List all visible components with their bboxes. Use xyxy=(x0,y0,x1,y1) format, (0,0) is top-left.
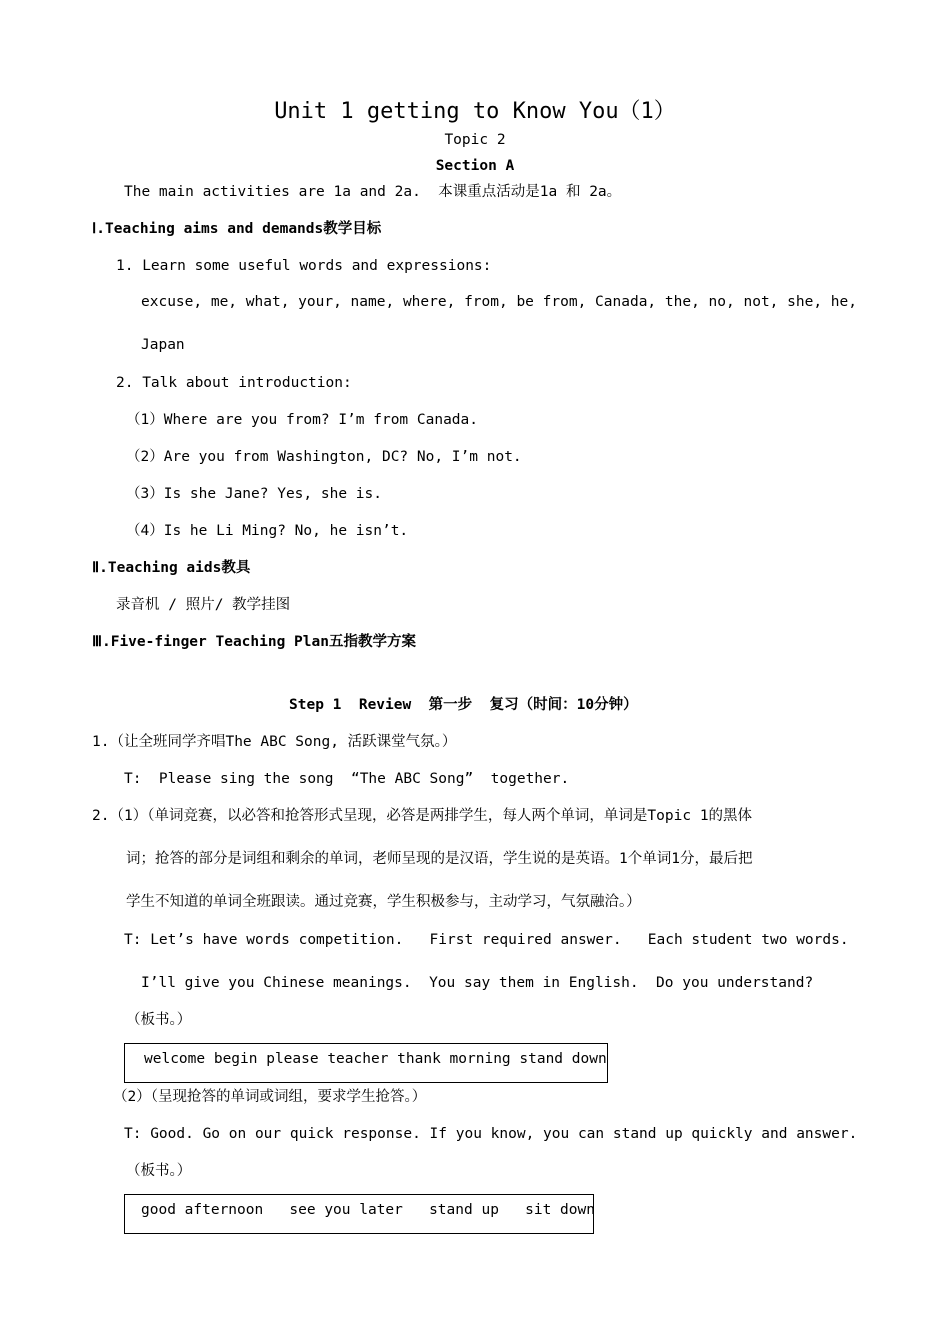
step1-heading: Step 1 Review 第一步 复习（时间：10分钟） xyxy=(289,697,638,713)
word-box-2-text: good afternoon see you later stand up sit down xyxy=(141,1202,595,1218)
board-note-1: （板书。） xyxy=(126,1012,192,1028)
aims-heading: Ⅰ.Teaching aims and demands教学目标 xyxy=(92,221,382,237)
word-box-2 xyxy=(124,1194,594,1234)
section-label: Section A xyxy=(435,158,515,174)
word-box-1-text: welcome begin please teacher thank morning stand down xyxy=(144,1051,607,1067)
page-title: Unit 1 getting to Know You（1） xyxy=(274,99,676,124)
topic-label: Topic 2 xyxy=(444,132,506,148)
sentence-4: （4）Is he Li Ming? No, he isn’t. xyxy=(126,523,409,539)
step1-item-2-teacher-2: I’ll give you Chinese meanings. You say them in English. Do you understand? xyxy=(141,975,814,991)
main-activities: The main activities are 1a and 2a. 本课重点活动是1a 和 2a。 xyxy=(124,184,622,200)
step1-item-1-teacher: T: Please sing the song “The ABC Song” together. xyxy=(124,771,570,787)
board-note-2: （板书。） xyxy=(126,1163,192,1179)
step1-sub-2-teacher: T: Good. Go on our quick response. If you know, you can stand up quickly and answer. xyxy=(124,1126,858,1142)
step1-item-2-line2: 词；抢答的部分是词组和剩余的单词，老师呈现的是汉语，学生说的是英语。1个单词1分，最后把 xyxy=(126,851,753,867)
step1-sub-2: （2）（呈现抢答的单词或词组，要求学生抢答。） xyxy=(113,1089,427,1105)
step1-item-2-line3: 学生不知道的单词全班跟读。通过竞赛，学生积极参与，主动学习，气氛融洽。） xyxy=(126,894,641,910)
vocabulary-list: excuse, me, what, your, name, where, from, be from, Canada, the, no, not, she, he, Japan xyxy=(141,294,857,353)
word-box-1 xyxy=(124,1043,608,1083)
aims-item-1: 1. Learn some useful words and expressions: xyxy=(116,258,492,274)
step1-item-2-line1: 2.（1）（单词竞赛，以必答和抢答形式呈现，必答是两排学生，每人两个单词，单词是Topic 1的黑体 xyxy=(92,808,753,824)
plan-heading: Ⅲ.Five-finger Teaching Plan五指教学方案 xyxy=(92,634,416,650)
step1-item-1: 1.（让全班同学齐唱The ABC Song, 活跃课堂气氛。） xyxy=(92,734,457,750)
sentence-2: （2）Are you from Washington, DC? No, I’m not. xyxy=(126,449,522,465)
sentence-1: （1）Where are you from? I’m from Canada. xyxy=(126,412,479,428)
aims-item-2: 2. Talk about introduction: xyxy=(116,375,352,391)
sentence-3: （3）Is she Jane? Yes, she is. xyxy=(126,486,382,502)
step1-item-2-teacher-1: T: Let’s have words competition. First required answer. Each student two words. xyxy=(124,932,849,948)
aids-heading: Ⅱ.Teaching aids教具 xyxy=(92,560,251,576)
aids-content: 录音机 / 照片/ 教学挂图 xyxy=(116,597,291,613)
